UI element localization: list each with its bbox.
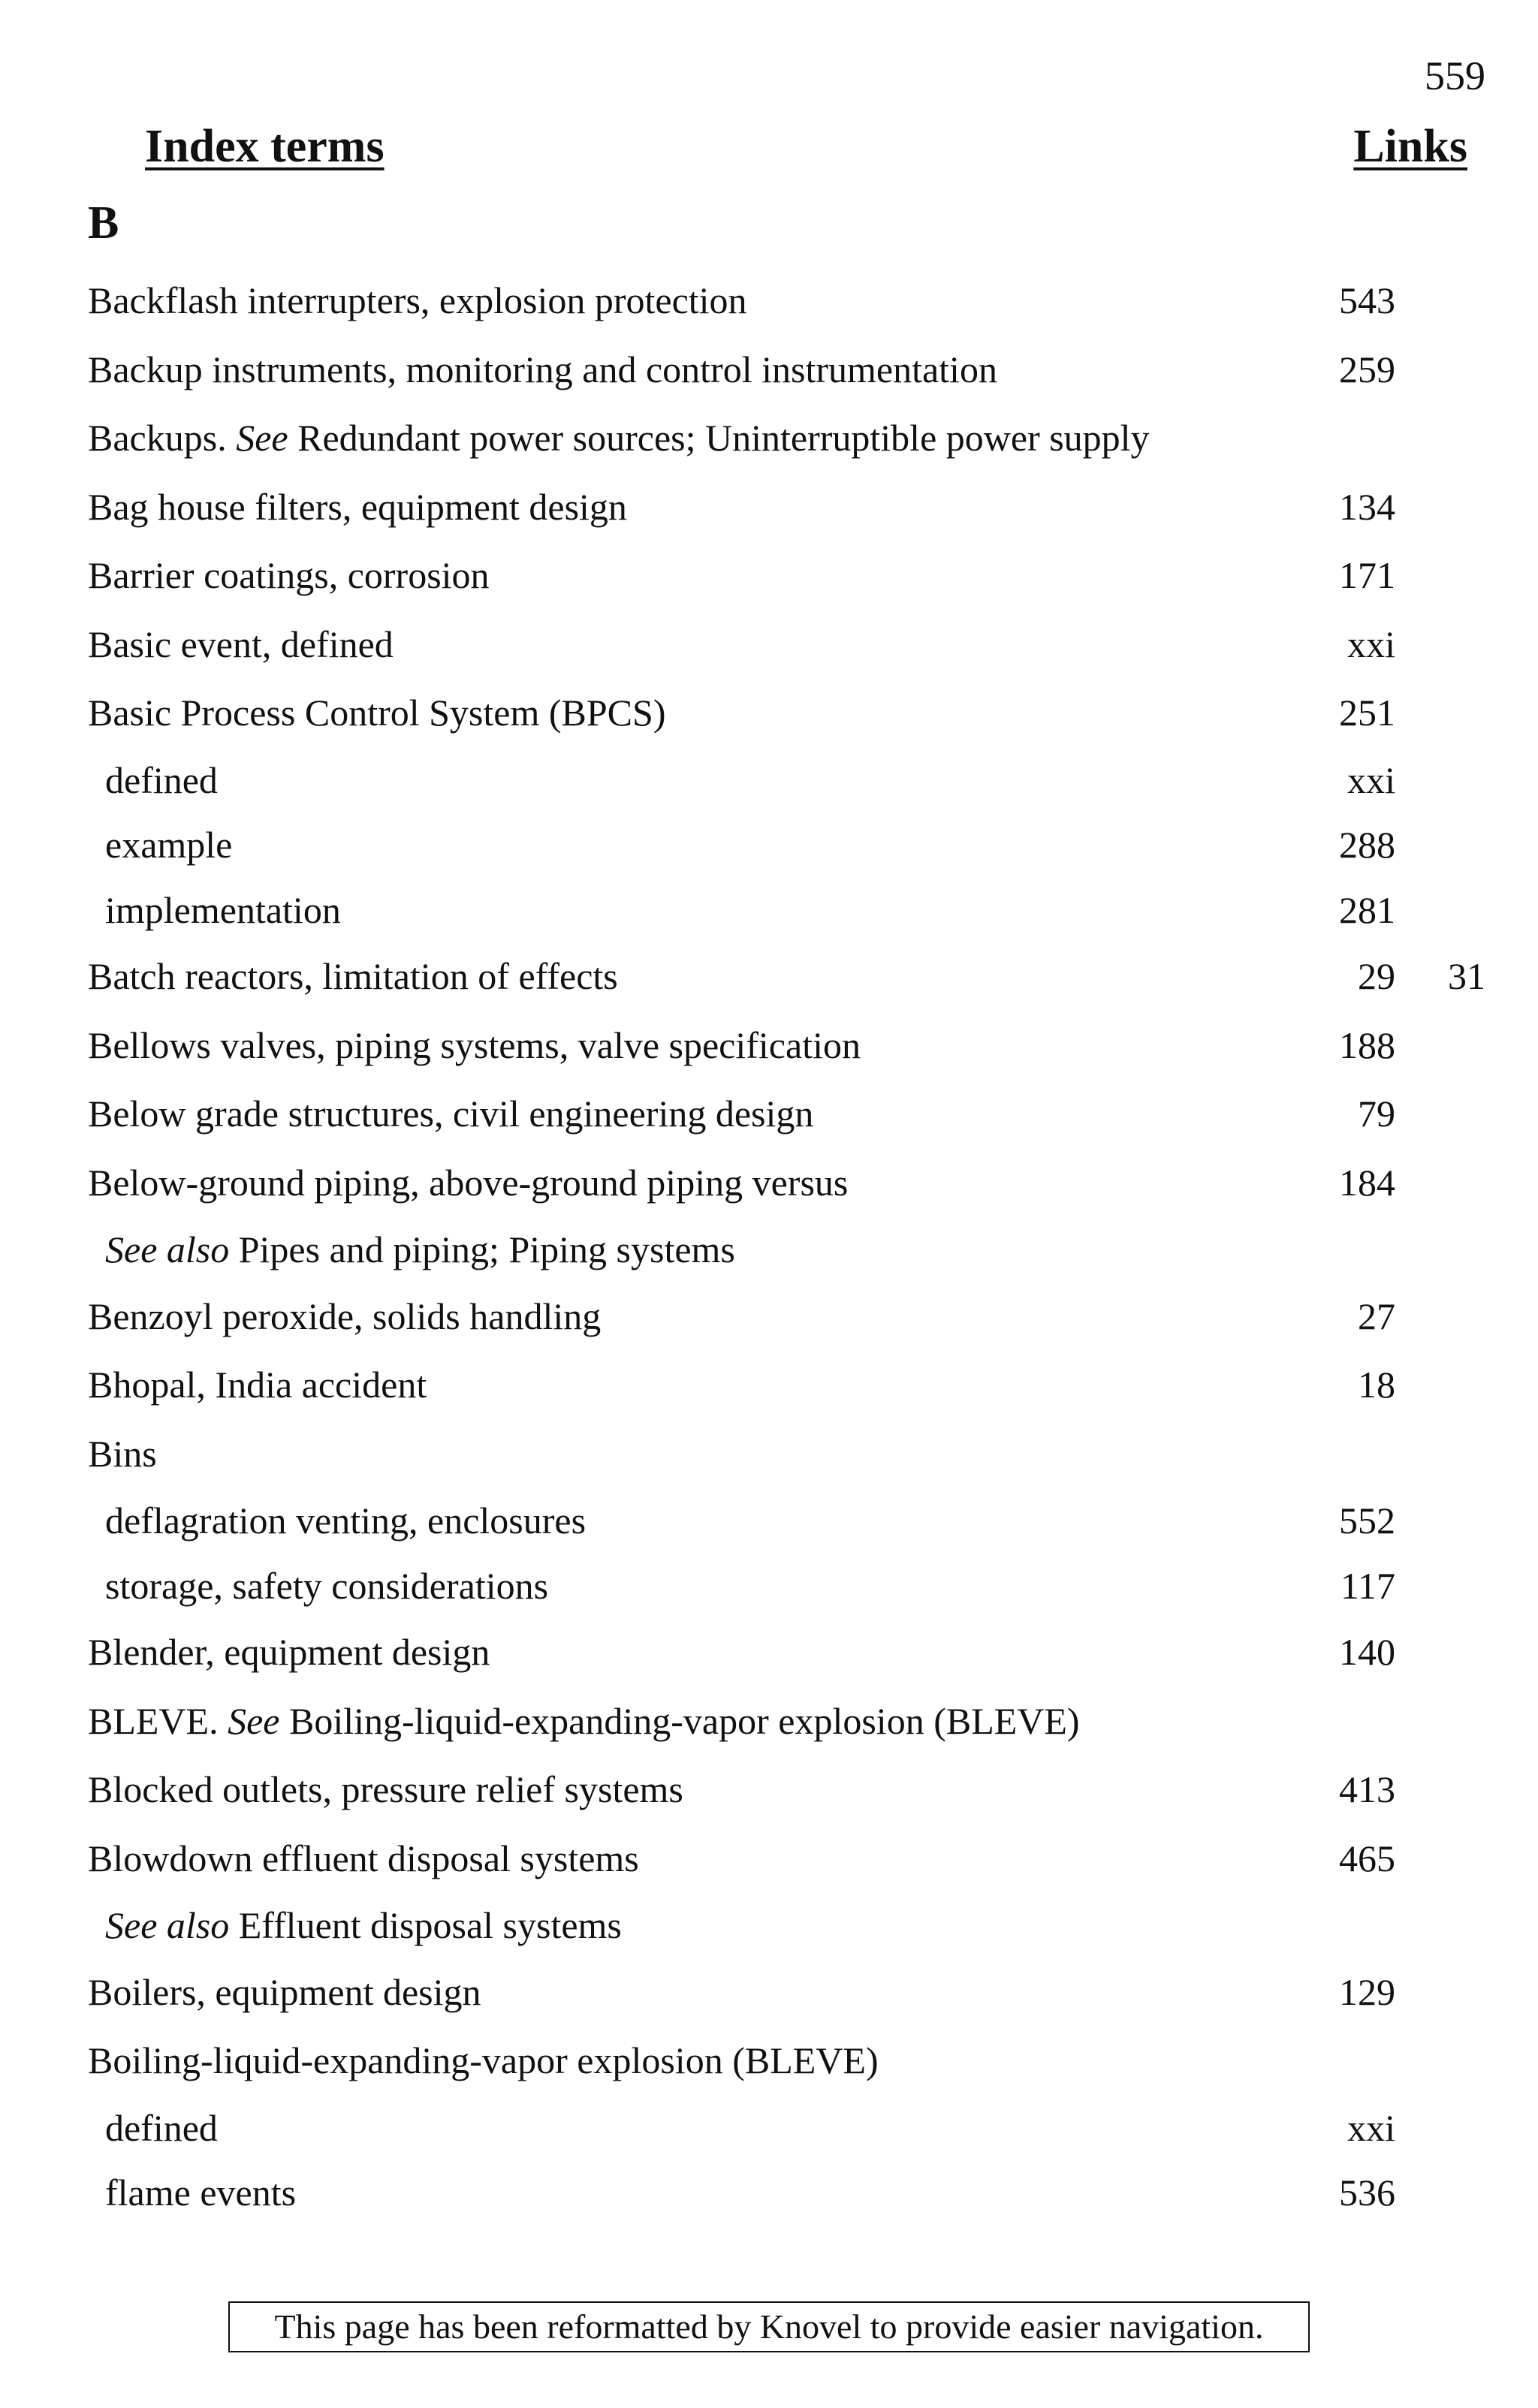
index-subentry [0,748,1538,813]
header-index-terms: Index terms [145,121,384,172]
index-entry [0,1756,1538,1825]
index-subentry [0,1554,1538,1619]
page-link[interactable]: 79 [1358,1092,1395,1135]
page-link[interactable]: 251 [1339,692,1395,734]
term-text: Barrier coatings, corrosion [88,554,490,596]
index-entry [0,2027,1538,2096]
index-term [88,336,997,405]
index-term [105,2160,296,2226]
page-link[interactable]: 536 [1339,2171,1395,2214]
knovel-note: This page has been reformatted by Knovel to provide easier navigation. [228,2301,1310,2352]
term-text: defined [105,758,218,801]
term-text: Bellows valves, piping systems, valve specification [88,1023,861,1066]
index-term [105,1554,548,1619]
index-entry [0,1282,1538,1352]
page-link[interactable]: xxi [1347,622,1395,665]
term-text: example [105,824,233,866]
term-text: Backup instruments, monitoring and control instrumentation [88,348,997,390]
page-link[interactable]: 288 [1339,824,1395,866]
index-term [88,679,665,748]
index-term [88,1011,861,1080]
page-link[interactable]: 543 [1339,279,1395,321]
term-text: Blocked outlets, pressure relief systems [88,1768,683,1810]
index-entry [0,1420,1538,1489]
term-text: BLEVE. [88,1699,219,1742]
see-label: See also [105,1228,230,1270]
index-term [105,878,341,943]
index-entry [0,541,1538,610]
term-text: Bag house filters, equipment design [88,485,627,528]
index-entry [0,1149,1538,1218]
index-term [88,1282,601,1352]
index-entry [0,473,1538,542]
see-label: See also [105,1904,230,1946]
page-link[interactable]: 31 [1448,955,1485,997]
index-term [105,812,232,878]
see-reference[interactable]: Effluent disposal systems [238,1904,622,1946]
section-letter: B [88,197,119,249]
index-term [88,1420,157,1489]
index-entry [0,267,1538,336]
page-link[interactable]: 188 [1339,1023,1395,1066]
index-entry [0,1011,1538,1080]
term-text: storage, safety considerations [105,1564,549,1607]
index-entry [0,610,1538,680]
index-term [88,1149,848,1218]
page-link[interactable]: 171 [1339,554,1395,596]
term-text: implementation [105,888,341,931]
see-reference[interactable]: Pipes and piping; Piping systems [238,1228,735,1270]
page-link[interactable]: 259 [1339,348,1395,390]
index-subentry [0,878,1538,943]
term-text: Backups. [88,417,227,459]
index-term [88,473,627,542]
index-term [88,1080,813,1149]
index-term [105,748,218,813]
index-term [88,2027,879,2096]
index-term [88,1825,639,1894]
term-text: deflagration venting, enclosures [105,1499,587,1542]
page-link[interactable]: 552 [1339,1499,1395,1542]
index-subentry [0,812,1538,878]
index-term [88,1351,427,1420]
index-subentry [0,2096,1538,2161]
index-entry [0,1080,1538,1149]
index-term [88,1687,1080,1756]
index-entry [0,679,1538,748]
term-text: Batch reactors, limitation of effects [88,955,618,997]
index-entries [0,267,1538,2226]
term-text: Bins [88,1432,157,1475]
term-text: Below-ground piping, above-ground piping versus [88,1161,849,1204]
page-link[interactable]: 140 [1339,1631,1395,1673]
page-link[interactable]: 129 [1339,1970,1395,2013]
index-entry [0,1687,1538,1756]
page-link[interactable]: 27 [1358,1294,1395,1337]
index-entry [0,942,1538,1011]
page-link[interactable]: xxi [1347,2106,1395,2149]
index-entry [0,404,1538,473]
index-term [88,1958,481,2027]
page-link[interactable]: 117 [1340,1564,1395,1607]
term-text: Boilers, equipment design [88,1970,481,2013]
see-reference[interactable]: Redundant power sources; Uninterruptible power supply [297,417,1150,459]
index-term [88,541,490,610]
page-number: 559 [1425,53,1485,98]
page-link[interactable]: 29 [1358,955,1395,997]
page-link[interactable]: 413 [1339,1768,1395,1810]
term-text: Backflash interrupters, explosion protection [88,279,747,321]
page-link[interactable]: 18 [1358,1364,1395,1406]
term-text: Boiling-liquid-expanding-vapor explosion (BLEVE) [88,2039,879,2081]
page-link[interactable]: xxi [1347,758,1395,801]
index-entry [0,1825,1538,1894]
term-text: Below grade structures, civil engineering design [88,1092,814,1135]
index-term [105,1488,586,1554]
page-link[interactable]: 134 [1339,485,1395,528]
index-subentry [0,1893,1538,1958]
see-label: See [228,1699,280,1742]
index-term [88,267,747,336]
index-term [88,404,1150,473]
index-term [105,1893,622,1958]
term-text: Basic event, defined [88,622,394,665]
term-text: defined [105,2106,218,2149]
page-link[interactable]: 281 [1339,888,1395,931]
index-subentry [0,2160,1538,2226]
term-text: Basic Process Control System (BPCS) [88,692,666,734]
index-term [88,942,618,1011]
page-link[interactable]: 465 [1339,1837,1395,1879]
index-entry [0,1618,1538,1687]
term-text: Blender, equipment design [88,1631,490,1673]
header-links: Links [1353,121,1467,172]
index-term [88,1618,490,1687]
index-entry [0,336,1538,405]
index-subentry [0,1217,1538,1282]
term-text: Bhopal, India accident [88,1364,427,1406]
index-entry [0,1351,1538,1420]
index-entry [0,1958,1538,2027]
term-text: Benzoyl peroxide, solids handling [88,1294,602,1337]
see-label: See [236,417,288,459]
index-term [88,610,394,680]
page-link[interactable]: 184 [1339,1161,1395,1204]
index-term [105,2096,218,2161]
index-subentry [0,1488,1538,1554]
index-term [88,1756,683,1825]
index-term [105,1217,735,1282]
term-text: Blowdown effluent disposal systems [88,1837,639,1879]
term-text: flame events [105,2171,297,2214]
see-reference[interactable]: Boiling-liquid-expanding-vapor explosion (BLEVE) [288,1699,1080,1742]
